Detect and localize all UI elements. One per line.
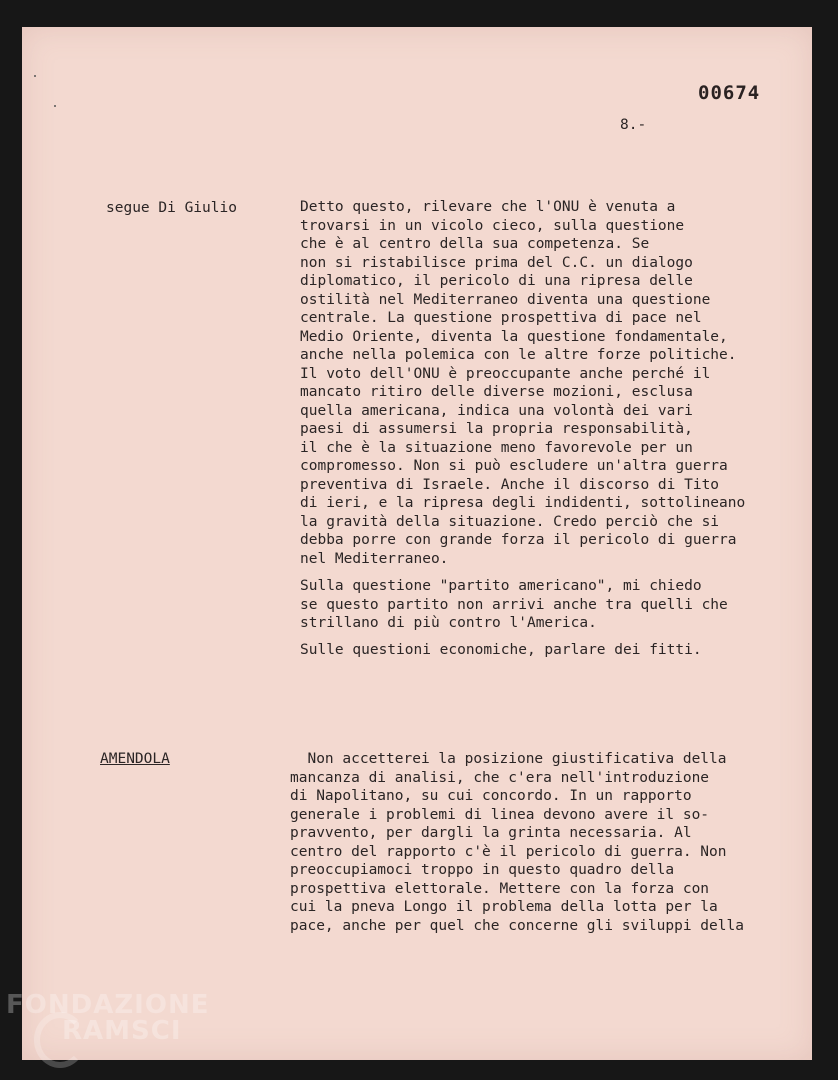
paper-speck xyxy=(54,105,56,107)
text-line: ostilità nel Mediterraneo diventa una questione xyxy=(300,291,711,308)
speaker-label-di-giulio: segue Di Giulio xyxy=(106,200,237,216)
page-number: 8.- xyxy=(620,117,647,133)
paragraph-di-giulio-2 xyxy=(300,577,728,633)
text-line: paesi di assumersi la propria responsabilità, xyxy=(300,421,693,437)
text-line: il che è la situazione meno favorevole per un xyxy=(300,439,693,456)
text-line: di Napolitano, su cui concordo. In un rapporto xyxy=(290,788,692,804)
text-line: debba porre con grande forza il pericolo di guerra xyxy=(300,532,737,548)
document-page xyxy=(22,27,812,1060)
text-line: Non accetterei la posizione giustificativa della xyxy=(290,751,727,767)
text-line: Il voto dell'ONU è preoccupante anche perché il xyxy=(300,365,711,382)
text-line: quella americana, indica una volontà dei vari xyxy=(300,402,693,419)
text-line: pace, anche per quel che concerne gli sviluppi della xyxy=(290,917,744,934)
watermark-line-1: FONDAZIONE xyxy=(6,990,210,1020)
text-line: Sulle questioni economiche, parlare dei fitti. xyxy=(300,642,702,658)
text-line: Detto questo, rilevare che l'ONU è venuta a xyxy=(300,199,676,215)
text-line: centro del rapporto c'è il pericolo di guerra. Non xyxy=(290,843,727,860)
text-line: mancanza di analisi, che c'era nell'introduzione xyxy=(290,769,710,786)
text-line: nel Mediterraneo. xyxy=(300,550,449,567)
paragraph-di-giulio-3 xyxy=(300,641,702,660)
text-line: Medio Oriente, diventa la questione fondamentale, xyxy=(300,328,728,345)
speaker-label-amendola: AMENDOLA xyxy=(100,751,170,767)
text-line: compromesso. Non si può escludere un'altra guerra xyxy=(300,458,728,474)
text-line: centrale. La questione prospettiva di pace nel xyxy=(300,310,702,326)
text-line: anche nella polemica con le altre forze politiche. xyxy=(300,347,737,363)
paragraph-amendola-1 xyxy=(290,750,744,935)
paragraph-di-giulio-1 xyxy=(300,198,745,568)
text-line: cui la pneva Longo il problema della lotta per la xyxy=(290,899,718,915)
text-line: la gravità della situazione. Credo perciò che si xyxy=(300,513,720,530)
text-line: che è al centro della sua competenza. Se xyxy=(300,236,650,252)
text-line: Sulla questione "partito americano", mi chiedo xyxy=(300,578,702,594)
text-line: non si ristabilisce prima del C.C. un dialogo xyxy=(300,254,693,271)
fondazione-gramsci-watermark xyxy=(0,990,210,1070)
text-line: diplomatico, il pericolo di una ripresa delle xyxy=(300,273,693,289)
text-line: di ieri, e la ripresa degli indidenti, sottolineano xyxy=(300,495,746,511)
watermark-line-2: RAMSCI xyxy=(62,1016,182,1046)
document-number: 00674 xyxy=(698,82,761,104)
text-line: mancato ritiro delle diverse mozioni, esclusa xyxy=(300,384,693,400)
paper-speck xyxy=(34,75,36,77)
text-line: pravvento, per dargli la grinta necessaria. Al xyxy=(290,825,692,841)
text-line: se questo partito non arrivi anche tra quelli che xyxy=(300,596,728,613)
text-line: generale i problemi di linea devono avere il so- xyxy=(290,806,710,823)
text-line: prospettiva elettorale. Mettere con la forza con xyxy=(290,880,710,897)
text-line: preoccupiamoci troppo in questo quadro della xyxy=(290,862,675,878)
text-line: trovarsi in un vicolo cieco, sulla questione xyxy=(300,217,685,234)
text-line: preventiva di Israele. Anche il discorso di Tito xyxy=(300,476,720,493)
text-line: strillano di più contro l'America. xyxy=(300,615,597,631)
